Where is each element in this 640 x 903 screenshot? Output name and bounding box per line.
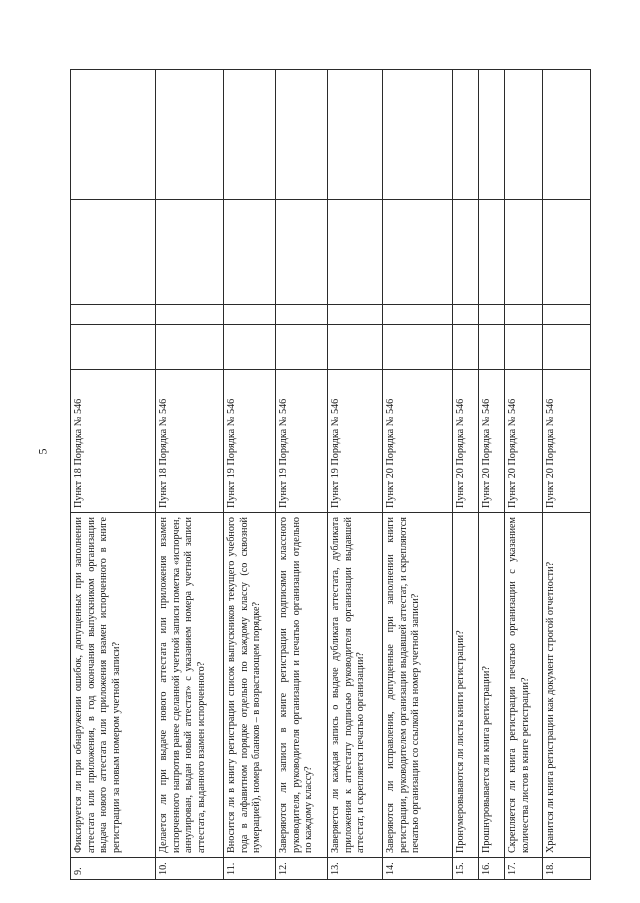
row-reference: Пункт 19 Порядка № 546: [224, 370, 276, 513]
row-not-applicable-cell: [383, 200, 453, 305]
row-number: 10.: [156, 858, 224, 880]
row-notes-cell: [276, 70, 328, 200]
row-answer-yes-cell: [505, 325, 543, 370]
row-notes-cell: [328, 70, 383, 200]
table-row: [71, 70, 156, 880]
row-notes-cell: [383, 70, 453, 200]
table-row: [156, 70, 224, 880]
row-notes-cell: [156, 70, 224, 200]
row-not-applicable-cell: [328, 200, 383, 305]
row-not-applicable-cell: [276, 200, 328, 305]
row-answer-no-cell: [328, 305, 383, 325]
row-answer-no-cell: [453, 305, 479, 325]
row-answer-yes-cell: [543, 325, 591, 370]
row-answer-yes-cell: [383, 325, 453, 370]
row-answer-no-cell: [383, 305, 453, 325]
table-row: [328, 70, 383, 880]
row-question: Фиксируется ли при обнаружении ошибок, допущенных при заполнении аттестата или приложения, в год окончания выпускником организации выдача нового аттестата или приложения взамен испорченного в книге регистрации за новым номером учетной записи?: [71, 513, 156, 858]
row-answer-yes-cell: [71, 325, 156, 370]
row-reference: Пункт 20 Порядка № 546: [383, 370, 453, 513]
row-question: Скрепляется ли книга регистрации печатью организации с указанием количества листов в книге регистрации?: [505, 513, 543, 858]
row-number: 17.: [505, 858, 543, 880]
row-number: 11.: [224, 858, 276, 880]
row-reference: Пункт 20 Порядка № 546: [479, 370, 505, 513]
row-question: Заверяется ли каждая запись о выдаче дубликата аттестата, дубликата приложения к аттестату подписью руководителя организации выдавшей аттестат, и скрепляется печатью организации?: [328, 513, 383, 858]
row-reference: Пункт 19 Порядка № 546: [276, 370, 328, 513]
row-reference: Пункт 20 Порядка № 546: [453, 370, 479, 513]
row-not-applicable-cell: [543, 200, 591, 305]
table-row: [543, 70, 591, 880]
row-answer-yes-cell: [156, 325, 224, 370]
row-notes-cell: [505, 70, 543, 200]
row-notes-cell: [453, 70, 479, 200]
row-question: Делается ли при выдаче нового аттестата или приложения взамен испорченного напротив ранее сделанной учетной записи пометка «испорчен, аннулирован, выдан новый аттестат» с указанием номера учетной записи аттестата, выданного взамен испорченного?: [156, 513, 224, 858]
row-question: Заверяются ли исправления, допущенные при заполнении книги регистрации, руководителем организации выдавшей аттестат, и скрепляются печатью организации со ссылкой на номер учетной записи?: [383, 513, 453, 858]
row-reference: Пункт 18 Порядка № 546: [71, 370, 156, 513]
row-not-applicable-cell: [453, 200, 479, 305]
row-answer-yes-cell: [276, 325, 328, 370]
row-reference: Пункт 20 Порядка № 546: [543, 370, 591, 513]
row-answer-no-cell: [156, 305, 224, 325]
row-number: 12.: [276, 858, 328, 880]
row-not-applicable-cell: [505, 200, 543, 305]
rotated-table-container: [70, 70, 590, 880]
row-answer-no-cell: [479, 305, 505, 325]
row-answer-no-cell: [505, 305, 543, 325]
row-question: Прошнуровывается ли книга регистрации?: [479, 513, 505, 858]
row-answer-yes-cell: [224, 325, 276, 370]
row-answer-no-cell: [543, 305, 591, 325]
row-number: 14.: [383, 858, 453, 880]
row-not-applicable-cell: [156, 200, 224, 305]
row-answer-no-cell: [224, 305, 276, 325]
row-notes-cell: [71, 70, 156, 200]
row-number: 15.: [453, 858, 479, 880]
row-answer-yes-cell: [453, 325, 479, 370]
row-reference: Пункт 20 Порядка № 546: [505, 370, 543, 513]
row-question: Пронумеровываются ли листы книги регистрации?: [453, 513, 479, 858]
row-answer-no-cell: [276, 305, 328, 325]
table-row: [383, 70, 453, 880]
row-notes-cell: [479, 70, 505, 200]
table-row: [505, 70, 543, 880]
table-row: [453, 70, 479, 880]
checklist-table: [70, 69, 591, 880]
row-number: 13.: [328, 858, 383, 880]
table-row: [224, 70, 276, 880]
table-row: [479, 70, 505, 880]
row-question: Хранится ли книга регистрации как документ строгой отчетности?: [543, 513, 591, 858]
row-number: 16.: [479, 858, 505, 880]
row-question: Вносится ли в книгу регистрации список выпускников текущего учебного года в алфавитном порядке отдельно по каждому классу (со сквозной нумерацией), номера бланков – в возрастающем порядке?: [224, 513, 276, 858]
checklist-table-body: [71, 70, 591, 880]
row-not-applicable-cell: [479, 200, 505, 305]
row-answer-yes-cell: [328, 325, 383, 370]
row-answer-no-cell: [71, 305, 156, 325]
row-reference: Пункт 19 Порядка № 546: [328, 370, 383, 513]
row-number: 18.: [543, 858, 591, 880]
row-notes-cell: [543, 70, 591, 200]
row-answer-yes-cell: [479, 325, 505, 370]
table-row: [276, 70, 328, 880]
row-reference: Пункт 18 Порядка № 546: [156, 370, 224, 513]
row-question: Заверяются ли записи в книге регистрации подписями классного руководителя, руководителя организации и печатью организации отдельно по каждому классу?: [276, 513, 328, 858]
page-number: 5: [35, 448, 50, 455]
row-number: 9.: [71, 858, 156, 880]
row-not-applicable-cell: [71, 200, 156, 305]
row-notes-cell: [224, 70, 276, 200]
row-not-applicable-cell: [224, 200, 276, 305]
